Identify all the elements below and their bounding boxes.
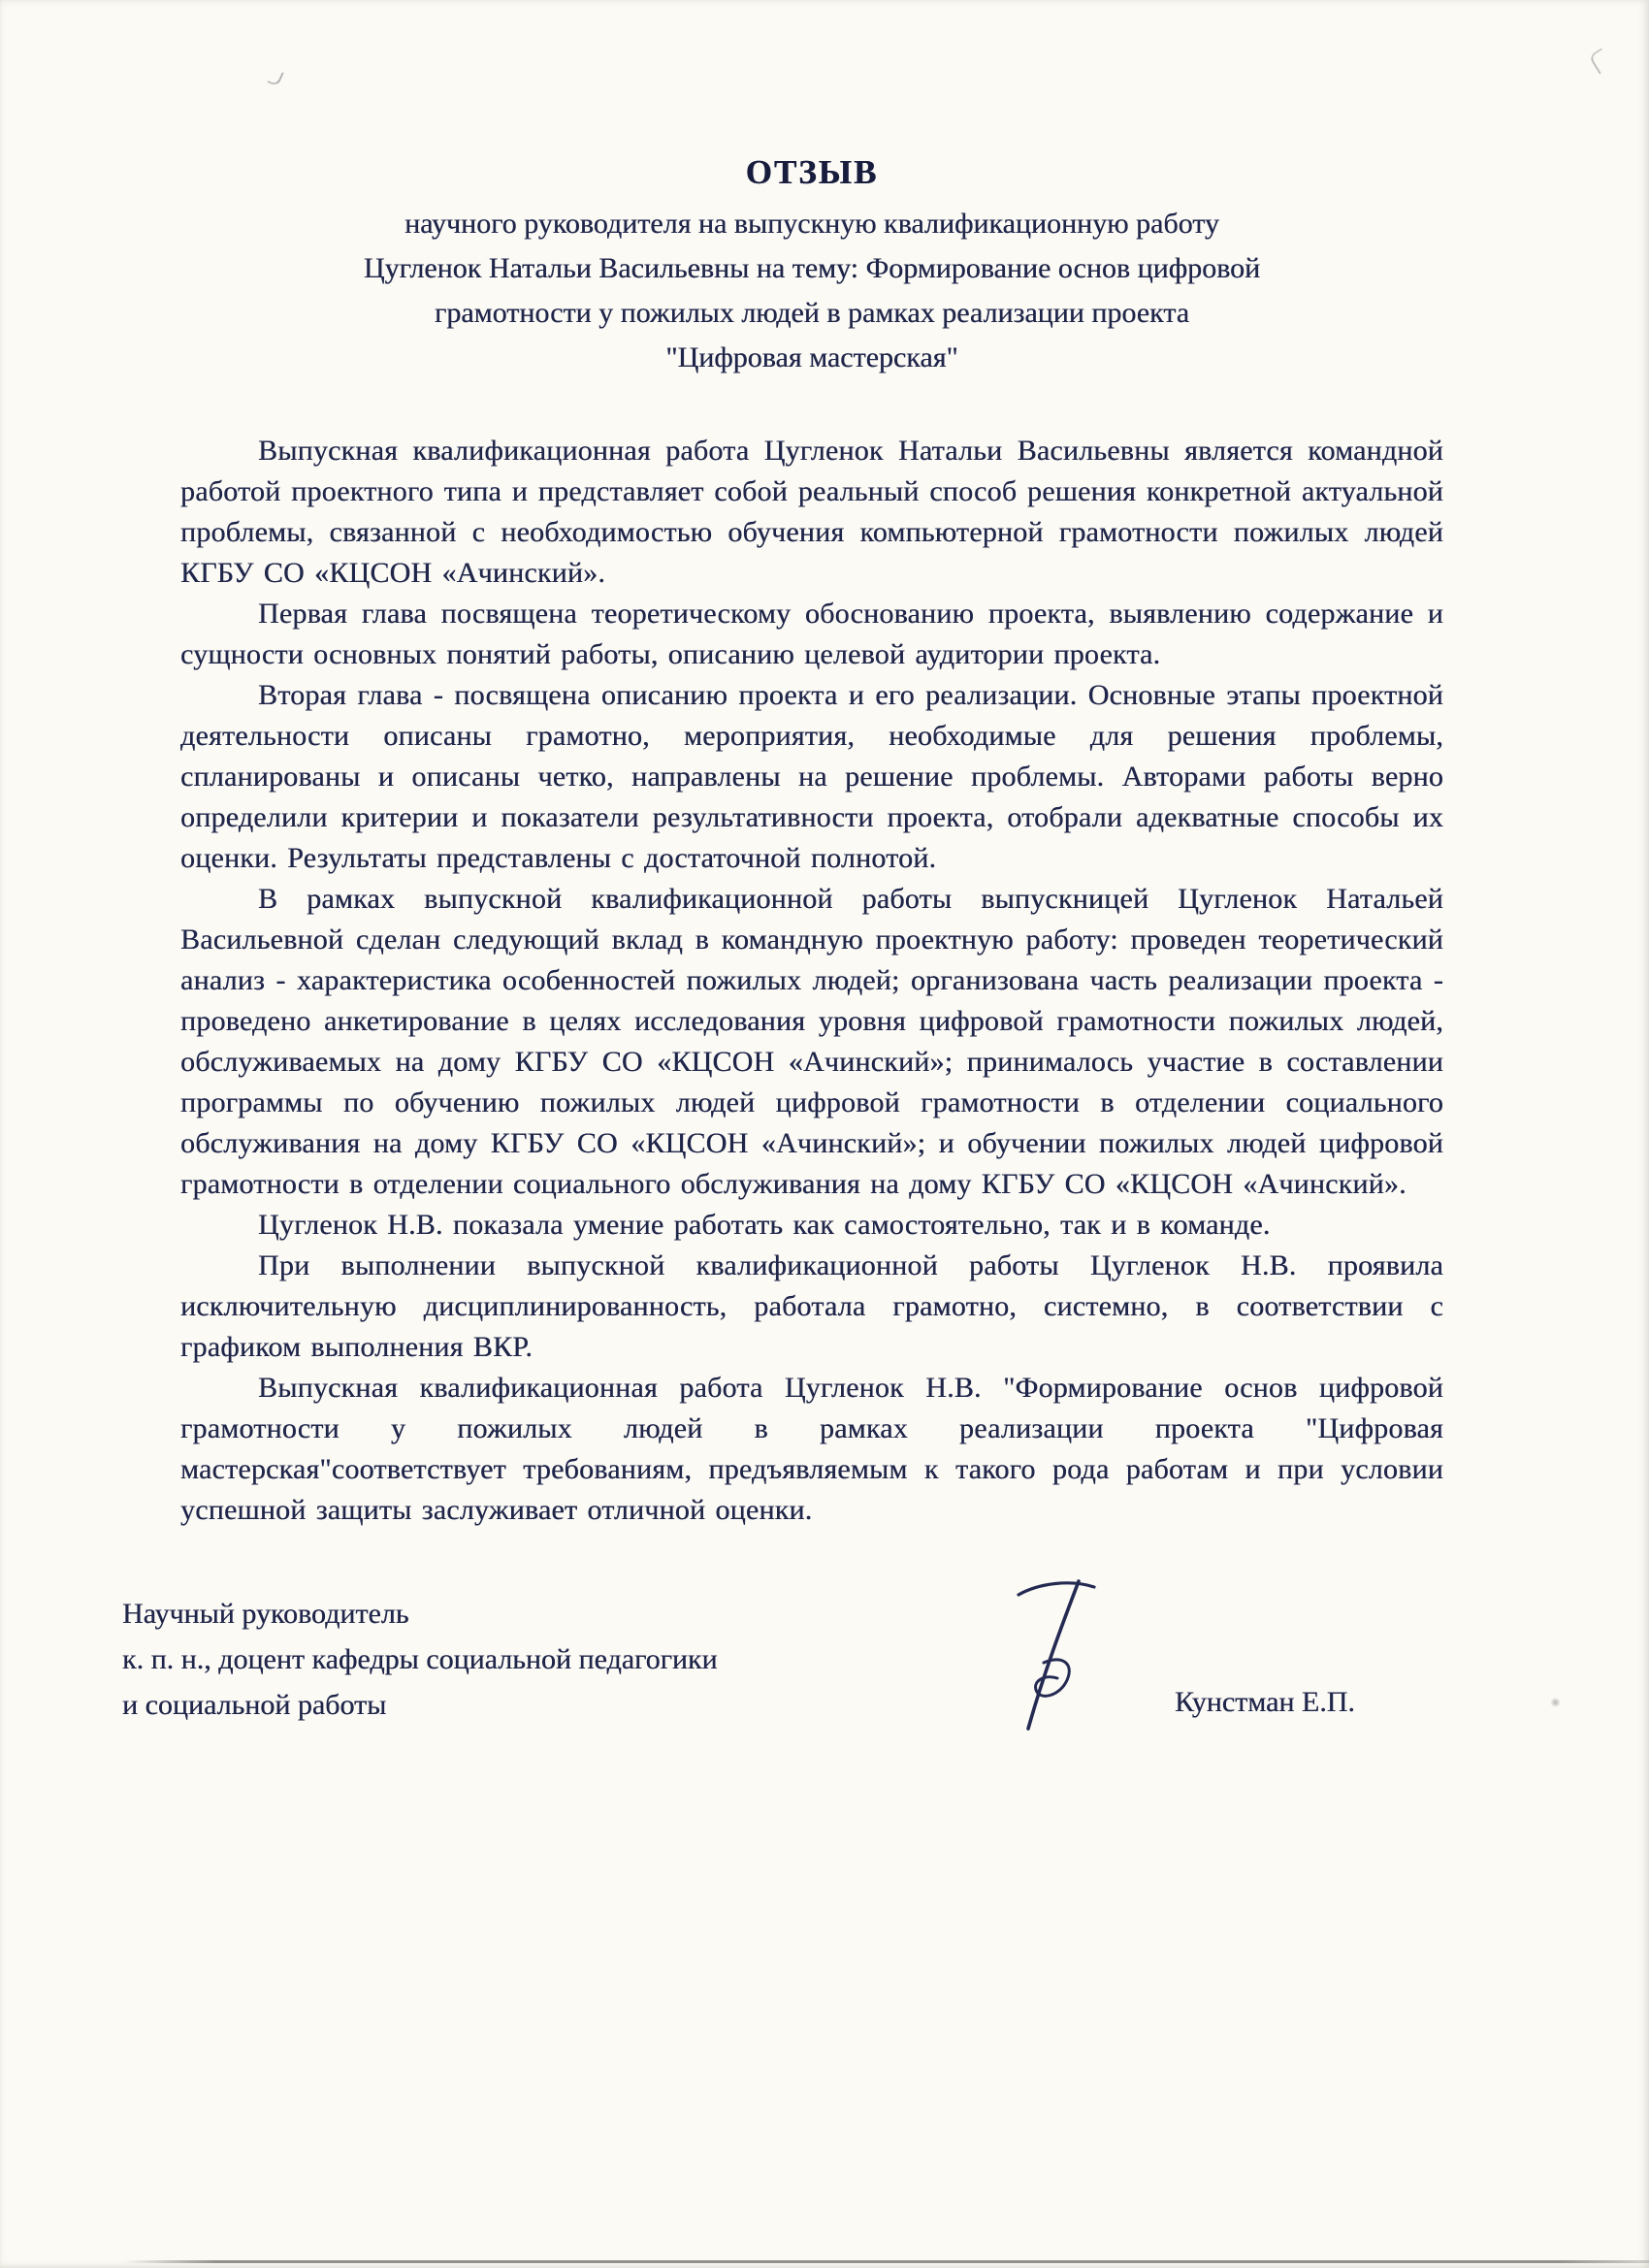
document-body xyxy=(180,431,1443,1531)
subtitle-line: "Цифровая мастерская" xyxy=(665,341,958,373)
paragraph: В рамках выпускной квалификационной работы выпускницей Цугленок Натальей Васильевной сделан следующий вклад в командную проектную работу: проведен теоретический анализ - характеристика особенностей пожилых людей; организована часть реализации проекта - проведено анкетирование в целях исследования уровня цифровой грамотности пожилых людей, обслуживаемых на дому КГБУ СО «КЦСОН «Ачинский»; принималось участие в составлении программы по обучению пожилых людей цифровой грамотности в отделении социального обслуживания на дому КГБУ СО «КЦСОН «Ачинский»; и обучении пожилых людей цифровой грамотности в отделении социального обслуживания на дому КГБУ СО «КЦСОН «Ачинский». xyxy=(180,883,1443,1200)
signer-name: Кунстман Е.П. xyxy=(1175,1686,1355,1718)
paragraph: При выполнении выпускной квалификационной работы Цугленок Н.В. проявила исключительную дисциплинированность, работала грамотно, системно, в соответствии с графиком выполнения ВКР. xyxy=(180,1249,1443,1363)
paragraph: Вторая глава - посвящена описанию проекта и его реализации. Основные этапы проектной деятельности описаны грамотно, мероприятия, необходимые для решения проблемы, спланированы и описаны четко, направлены на решение проблемы. Авторами работы верно определили критерии и показатели результативности проекта, отобрали адекватные способы их оценки. Результаты представлены с достаточной полнотой. xyxy=(180,679,1443,874)
signer-position-line: к. п. н., доцент кафедры социальной педагогики xyxy=(122,1643,718,1675)
paragraph: Выпускная квалификационная работа Цугленок Натальи Васильевны является командной работой проектного типа и представляет собой реальный способ решения конкретной актуальной проблемы, связанной с необходимостью обучения компьютерной грамотности пожилых людей КГБУ СО «КЦСОН «Ачинский». xyxy=(180,435,1443,589)
subtitle-line: научного руководителя на выпускную квалификационную работу xyxy=(404,208,1219,240)
signer-position-line: Научный руководитель xyxy=(122,1598,409,1630)
signer-position xyxy=(122,1591,718,1728)
paragraph: Первая глава посвящена теоретическому обоснованию проекта, выявлению содержание и сущности основных понятий работы, описанию целевой аудитории проекта. xyxy=(180,598,1443,670)
subtitle-line: Цугленок Натальи Васильевны на тему: Формирование основ цифровой xyxy=(363,252,1261,284)
signature-block xyxy=(122,1591,1443,1843)
scan-edge-artifact xyxy=(124,2260,1649,2263)
subtitle-line: грамотности у пожилых людей в рамках реализации проекта xyxy=(434,297,1190,329)
document-title: ОТЗЫВ xyxy=(745,153,879,191)
paragraph: Цугленок Н.В. показала умение работать как самостоятельно, так и в команде. xyxy=(258,1209,1271,1241)
document-subtitle xyxy=(180,202,1443,380)
paragraph: Выпускная квалификационная работа Цугленок Н.В. "Формирование основ цифровой грамотности у пожилых людей в рамках реализации проекта "Цифровая мастерская"соответствует требованиям, предъявляемым к такого рода работам и при условии успешной защиты заслуживает отличной оценки. xyxy=(180,1372,1443,1526)
handwritten-signature-icon xyxy=(986,1573,1112,1738)
signer-position-line: и социальной работы xyxy=(122,1689,387,1721)
